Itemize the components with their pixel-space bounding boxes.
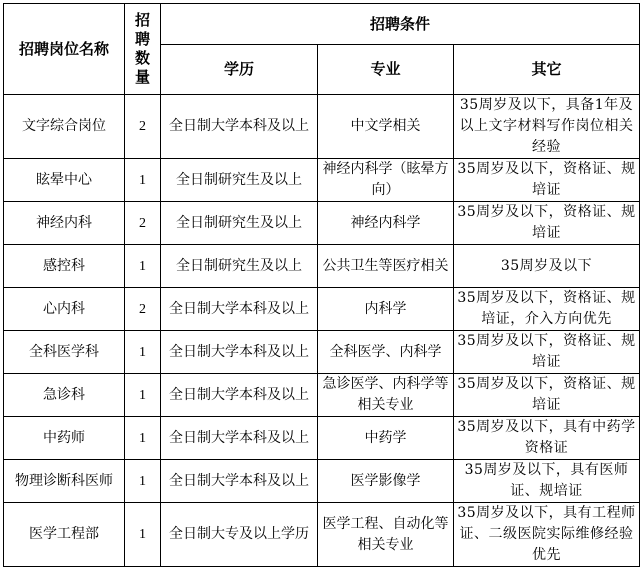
cell-other: 35周岁及以下，资格证、规培证 (454, 374, 640, 417)
cell-major: 全科医学、内科学 (318, 331, 454, 374)
cell-education: 全日制大学本科及以上 (161, 460, 318, 503)
table-row (4, 202, 640, 245)
cell-count: 2 (125, 288, 161, 331)
cell-other: 35周岁及以下，资格证、规培证 (454, 159, 640, 202)
header-count (125, 4, 161, 95)
cell-count: 1 (125, 460, 161, 503)
cell-position: 眩晕中心 (4, 159, 125, 202)
cell-major: 内科学 (318, 288, 454, 331)
table-row (4, 288, 640, 331)
cell-other: 35周岁及以下，资格证、规培证，介入方向优先 (454, 288, 640, 331)
cell-position: 感控科 (4, 245, 125, 288)
cell-count: 1 (125, 503, 161, 567)
cell-education: 全日制大学本科及以上 (161, 331, 318, 374)
cell-major: 急诊医学、内科学等相关专业 (318, 374, 454, 417)
header-count-char: 招 (134, 11, 150, 29)
cell-count: 1 (125, 159, 161, 202)
cell-position: 心内科 (4, 288, 125, 331)
cell-count: 1 (125, 374, 161, 417)
cell-education: 全日制大学本科及以上 (161, 288, 318, 331)
cell-count: 1 (125, 245, 161, 288)
cell-education: 全日制研究生及以上 (161, 159, 318, 202)
cell-position: 急诊科 (4, 374, 125, 417)
table-row (4, 159, 640, 202)
cell-position: 医学工程部 (4, 503, 125, 567)
recruitment-table (3, 3, 640, 567)
cell-count: 1 (125, 331, 161, 374)
header-major: 专业 (318, 45, 454, 95)
table-row (4, 95, 640, 159)
cell-major: 公共卫生等医疗相关 (318, 245, 454, 288)
cell-other: 35周岁及以下 (454, 245, 640, 288)
cell-position: 全科医学科 (4, 331, 125, 374)
header-conditions: 招聘条件 (161, 4, 640, 45)
cell-other: 35周岁及以下，具有工程师证、二级医院实际维修经验优先 (454, 503, 640, 567)
cell-major: 神经内科学 (318, 202, 454, 245)
cell-education: 全日制大学本科及以上 (161, 95, 318, 159)
cell-position: 物理诊断科医师 (4, 460, 125, 503)
cell-education: 全日制大学本科及以上 (161, 417, 318, 460)
cell-position: 中药师 (4, 417, 125, 460)
table-row (4, 374, 640, 417)
cell-other: 35周岁及以下，资格证、规培证 (454, 331, 640, 374)
header-position: 招聘岗位名称 (4, 4, 125, 95)
cell-other: 35周岁及以下，具有医师证、规培证 (454, 460, 640, 503)
cell-other: 35周岁及以下，具有中药学资格证 (454, 417, 640, 460)
cell-count: 2 (125, 95, 161, 159)
table-row (4, 503, 640, 567)
cell-education: 全日制研究生及以上 (161, 202, 318, 245)
header-row-1 (4, 4, 640, 45)
table-row (4, 460, 640, 503)
table-row (4, 417, 640, 460)
table-row (4, 331, 640, 374)
header-other: 其它 (454, 45, 640, 95)
cell-major: 神经内科学（眩晕方向） (318, 159, 454, 202)
cell-major: 医学工程、自动化等相关专业 (318, 503, 454, 567)
header-count-char: 量 (134, 68, 150, 86)
cell-education: 全日制研究生及以上 (161, 245, 318, 288)
header-count-char: 数 (134, 49, 150, 67)
header-count-char: 聘 (134, 30, 150, 48)
cell-count: 2 (125, 202, 161, 245)
cell-education: 全日制大学本科及以上 (161, 374, 318, 417)
cell-other: 35周岁及以下，具备1年及以上文字材料写作岗位相关经验 (454, 95, 640, 159)
cell-major: 中文学相关 (318, 95, 454, 159)
cell-education: 全日制大专及以上学历 (161, 503, 318, 567)
table-row (4, 245, 640, 288)
cell-position: 神经内科 (4, 202, 125, 245)
header-education: 学历 (161, 45, 318, 95)
cell-position: 文字综合岗位 (4, 95, 125, 159)
cell-major: 医学影像学 (318, 460, 454, 503)
cell-major: 中药学 (318, 417, 454, 460)
cell-other: 35周岁及以下，资格证、规培证 (454, 202, 640, 245)
cell-count: 1 (125, 417, 161, 460)
